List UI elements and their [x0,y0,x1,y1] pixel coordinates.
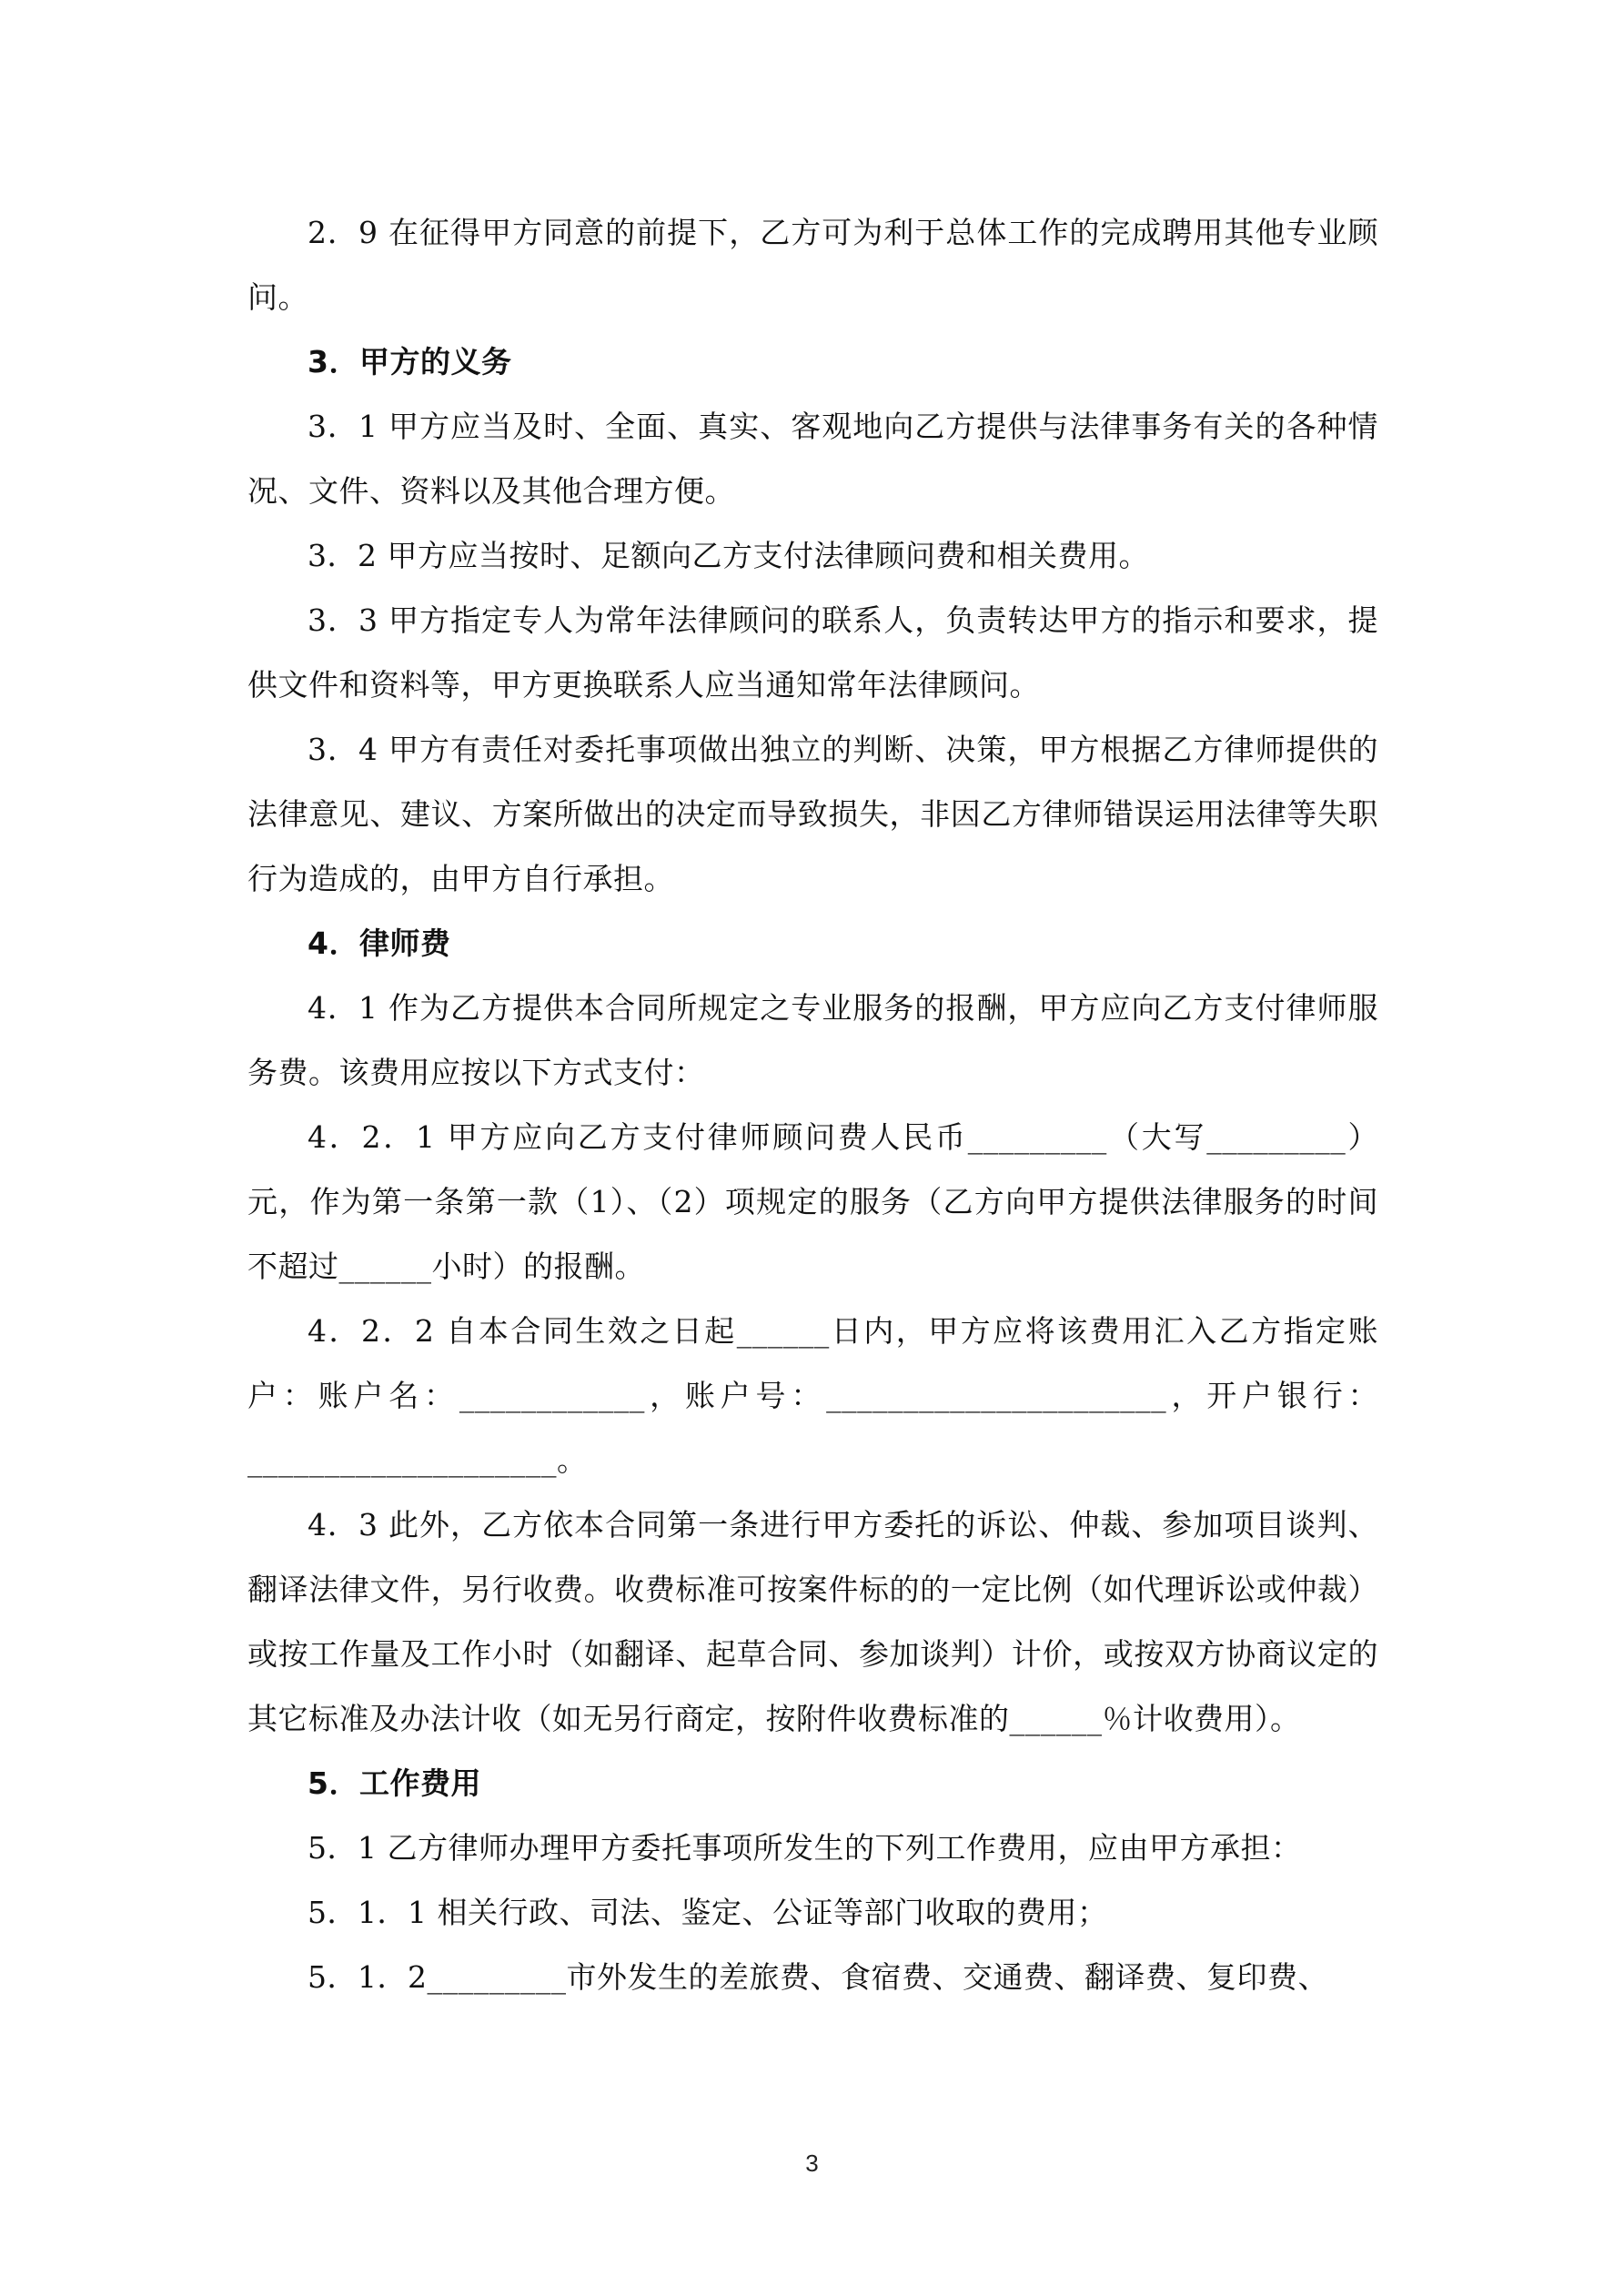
clause-5-1-2: 5．1．2_________市外发生的差旅费、食宿费、交通费、翻译费、复印费、 [308,1959,1328,1995]
page-number: 3 [805,2149,819,2177]
clause-3-4: 3．4 甲方有责任对委托事项做出独立的判断、决策，甲方根据乙方律师提供的法律意见、建议、方案所做出的决定而导致损失，非因乙方律师错误运用法律等失职行为造成的，由甲方自行承担。 [247,732,1378,896]
section-heading-5: 5．工作费用 [308,1765,481,1801]
clause-3-1: 3．1 甲方应当及时、全面、真实、客观地向乙方提供与法律事务有关的各种情况、文件、资料以及其他合理方便。 [247,409,1378,509]
clause-3-3: 3．3 甲方指定专人为常年法律顾问的联系人，负责转达甲方的指示和要求，提供文件和资料等，甲方更换联系人应当通知常年法律顾问。 [247,602,1378,703]
clause-4-3: 4．3 此外，乙方依本合同第一条进行甲方委托的诉讼、仲裁、参加项目谈判、翻译法律文件，另行收费。收费标准可按案件标的的一定比例（如代理诉讼或仲裁）或按工作量及工作小时（如翻译、起草合同、参加谈判）计价，或按双方协商议定的其它标准及办法计收（如无另行商定，按附件收费标准的______％计收费用）。 [247,1507,1378,1736]
clause-3-2: 3．2 甲方应当按时、足额向乙方支付法律顾问费和相关费用。 [308,538,1149,573]
clause-2-9: 2．9 在征得甲方同意的前提下，乙方可为利于总体工作的完成聘用其他专业顾问。 [247,215,1378,315]
document-body [247,200,1378,2009]
clause-4-2-2: 4．2．2 自本合同生效之日起______日内，甲方应将该费用汇入乙方指定账户：账户名：____________，账户号：______________________，开户银行：____________________。 [247,1313,1378,1478]
clause-5-1-1: 5．1．1 相关行政、司法、鉴定、公证等部门收取的费用； [308,1895,1108,1930]
clause-5-1: 5．1 乙方律师办理甲方委托事项所发生的下列工作费用，应由甲方承担： [308,1830,1302,1866]
section-heading-4: 4．律师费 [308,925,451,961]
clause-4-1: 4．1 作为乙方提供本合同所规定之专业服务的报酬，甲方应向乙方支付律师服务费。该费用应按以下方式支付： [247,990,1378,1090]
clause-4-2-1: 4．2．1 甲方应向乙方支付律师顾问费人民币_________（大写_________）元，作为第一条第一款（1）、（2）项规定的服务（乙方向甲方提供法律服务的时间不超过______小时）的报酬。 [247,1119,1378,1284]
section-heading-3: 3．甲方的义务 [308,344,512,379]
